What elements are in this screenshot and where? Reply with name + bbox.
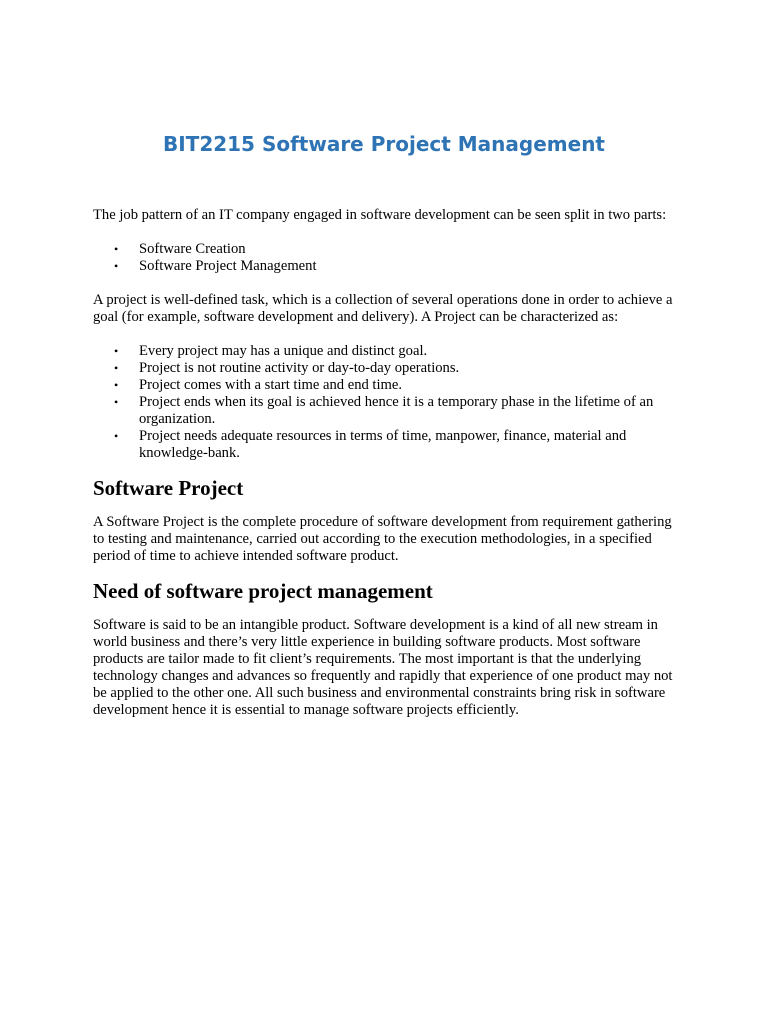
document-title: BIT2215 Software Project Management: [162, 132, 605, 156]
bullet-icon: •: [114, 378, 119, 392]
software-project-heading: Software Project: [93, 476, 244, 500]
project-characteristics-list: [93, 343, 678, 462]
intro-list: [93, 241, 678, 275]
list-item: • Project is not routine activity or day-to-day operations.: [114, 360, 460, 376]
list-item: • Project comes with a start time and end time.: [114, 377, 403, 393]
need-paragraph: Software is said to be an intangible product. Software development is a kind of all new stream in world business and there’s very little experience in building software products. Most software products are tailor made to fit client’s requirements. The most important is that the underlying technology changes and advances so frequently and rapidly that experience of one product may not be applied to the other one. All such business and environmental constraints bring risk in software development hence it is essential to manage software projects efficiently.: [93, 617, 673, 718]
bullet-icon: •: [114, 361, 119, 375]
list-item: • Software Creation: [114, 241, 246, 257]
list-item: • Every project may has a unique and distinct goal.: [114, 343, 428, 359]
list-item: • Project ends when its goal is achieved hence it is a temporary phase in the lifetime of an organization.: [114, 394, 654, 427]
need-heading: Need of software project management: [93, 579, 433, 603]
list-item: • Project needs adequate resources in terms of time, manpower, finance, material and knowledge-bank.: [114, 428, 627, 461]
project-paragraph: A project is well-defined task, which is a collection of several operations done in order to achieve a goal (for example, software development and delivery). A Project can be characterized as:: [93, 292, 673, 325]
bullet-icon: •: [114, 344, 119, 358]
software-project-paragraph: A Software Project is the complete procedure of software development from requirement gathering to testing and maintenance, carried out according to the execution methodologies, in a specified period of time to achieve intended software product.: [93, 514, 672, 564]
bullet-icon: •: [114, 259, 119, 273]
bullet-icon: •: [114, 429, 119, 443]
intro-paragraph: The job pattern of an IT company engaged in software development can be seen split in two parts:: [93, 207, 667, 223]
document-body: [93, 207, 678, 719]
bullet-icon: •: [114, 395, 119, 409]
bullet-icon: •: [114, 242, 119, 256]
list-item: • Software Project Management: [114, 258, 317, 274]
